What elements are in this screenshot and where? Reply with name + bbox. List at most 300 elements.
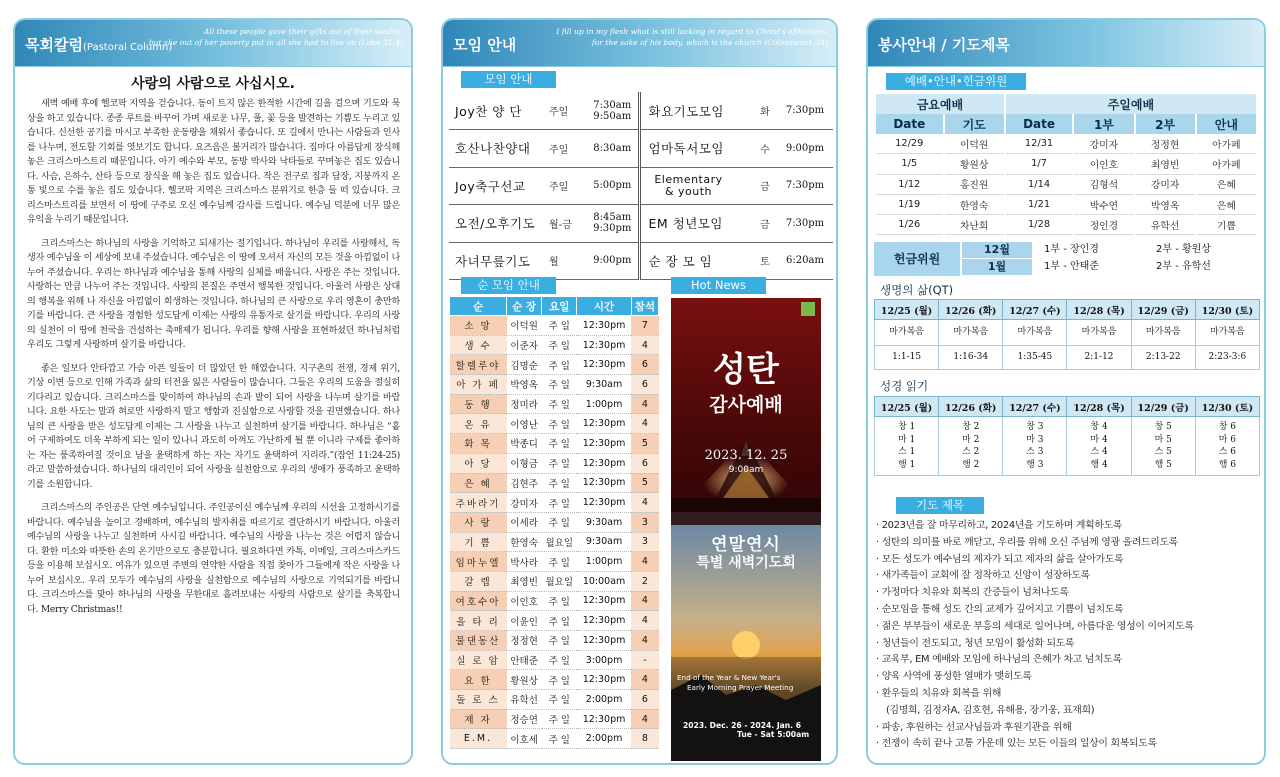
small-group-cell: 동 행 (450, 394, 507, 414)
meeting-time (587, 92, 639, 130)
meetings-header (443, 20, 836, 67)
pastoral-column-header (15, 20, 411, 67)
small-group-row (450, 394, 659, 414)
small-group-row (450, 532, 659, 552)
small-group-cell: 6 (631, 375, 658, 395)
small-group-cell: 돌 로 스 (450, 690, 507, 710)
reading-item: 행 6 (1218, 459, 1237, 470)
meeting-time-value: 9:00pm (593, 255, 632, 267)
day-header: 12/28 (목) (1067, 397, 1131, 417)
pastoral-column-panel (13, 18, 413, 765)
small-group-cell: 안태준 (507, 650, 542, 670)
service-cell: 정정현 (1136, 134, 1195, 154)
small-group-cell: 7 (631, 316, 658, 336)
small-group-cell: 임마누엘 (450, 552, 507, 572)
small-group-cell: 이준자 (507, 335, 542, 355)
header-verse: I fill up in my flesh what is still lacking in regard to Christ's afflictions, for the sake of his body, which is the church (Colossians1:24) (556, 27, 828, 47)
service-cell: 12/31 (1006, 134, 1073, 154)
reading-item: 마 6 (1218, 434, 1237, 445)
meeting-time-value: 9:00pm (785, 142, 825, 154)
meeting-time-value: 8:30am (593, 142, 632, 154)
poster-subtitle: 감사예배 (709, 394, 783, 416)
small-group-cell: 유학선 (507, 690, 542, 710)
small-group-cell: 박사라 (507, 552, 542, 572)
service-row (876, 195, 1256, 215)
service-cell: 1/12 (876, 175, 943, 195)
reading-item: 마 5 (1154, 434, 1172, 445)
service-cell: 12/29 (876, 134, 943, 154)
meeting-time-value: 7:30am (593, 99, 632, 111)
reading-table (874, 396, 1260, 476)
meeting-time-value: 9:30pm (593, 223, 632, 235)
qt-book: 마가복음 (1131, 320, 1195, 346)
service-panel (866, 18, 1266, 765)
small-group-cell: 6 (631, 355, 658, 375)
meeting-time (777, 205, 833, 243)
small-group-cell: 4 (631, 670, 658, 690)
small-group-cell: 올 타 리 (450, 611, 507, 631)
small-group-cell: 이영난 (507, 414, 542, 434)
service-title: 봉사안내 / 기도제목 (878, 36, 1010, 54)
day-header: 12/26 (화) (939, 397, 1003, 417)
small-group-cell: 주 일 (542, 453, 577, 473)
small-group-cell: 할렐루야 (450, 355, 507, 375)
meeting-day: 금 (753, 205, 777, 243)
small-group-cell: 화 목 (450, 434, 507, 454)
poster2-time: Tue - Sat 5:00am (737, 730, 810, 739)
service-cell: 1/19 (876, 195, 943, 215)
service-col-header: 기도 (945, 114, 1004, 134)
small-group-cell: 2 (631, 571, 658, 591)
small-group-cell: 은 혜 (450, 473, 507, 493)
small-group-cell: 3 (631, 512, 658, 532)
service-cell: 아가페 (1197, 134, 1256, 154)
small-group-cell: 갈 렙 (450, 571, 507, 591)
small-group-cell: 12:30pm (577, 316, 631, 336)
meeting-time-value: 7:30pm (785, 217, 825, 229)
service-col-header: 안내 (1197, 114, 1256, 134)
service-row (876, 215, 1256, 235)
soon-col-header: 참석 (631, 297, 658, 316)
small-group-cell: 2:00pm (577, 729, 631, 749)
small-group-cell: 사 랑 (450, 512, 507, 532)
reading-item: 행 3 (1026, 459, 1044, 470)
service-cell: 은혜 (1197, 175, 1256, 195)
small-group-cell: 9:30am (577, 375, 631, 395)
prayer-item: · 모든 성도가 예수님의 제자가 되고 제자의 삶을 살아가도록 (876, 552, 1262, 569)
service-col-header: Date (1006, 114, 1073, 134)
small-group-row (450, 631, 659, 651)
meeting-time (777, 92, 833, 130)
meeting-day: 월-금 (549, 205, 587, 243)
soon-col-header: 요일 (542, 297, 577, 316)
small-group-row (450, 434, 659, 454)
day-header: 12/28 (목) (1067, 300, 1131, 320)
reading-item: 마 3 (1026, 434, 1044, 445)
soon-col-header: 시간 (577, 297, 631, 316)
reading-cell (1131, 417, 1195, 476)
small-group-cell: 박종디 (507, 434, 542, 454)
meeting-name: 자녀무릎기도 (449, 242, 549, 280)
qt-verse: 2:1-12 (1067, 346, 1131, 370)
soon-col-header: 순 (450, 297, 507, 316)
prayer-item: · 양육 사역에 풍성한 열매가 맺히도록 (876, 669, 1262, 686)
meeting-row (449, 130, 833, 168)
offering-first: 1부 - 안태준 (1044, 261, 1099, 272)
small-group-row (450, 414, 659, 434)
qt-book: 마가복음 (939, 320, 1003, 346)
meeting-name: Joy찬 양 단 (449, 92, 549, 130)
qt-book: 마가복음 (1003, 320, 1067, 346)
service-cell: 1/21 (1006, 195, 1073, 215)
small-group-cell: 4 (631, 709, 658, 729)
small-group-cell: 10:00am (577, 571, 631, 591)
reading-item: 마 2 (962, 434, 980, 445)
small-group-cell: 월요일 (542, 532, 577, 552)
small-group-row (450, 571, 659, 591)
service-cell: 1/28 (1006, 215, 1073, 235)
small-group-cell: 주 일 (542, 690, 577, 710)
meeting-time (777, 167, 833, 205)
small-group-cell: 1:00pm (577, 552, 631, 572)
small-group-cell: 주바라기 (450, 493, 507, 513)
offering-label: 헌금위원 (874, 242, 960, 276)
prayer-item: · 새가족들이 교회에 잘 정착하고 신앙이 성장하도록 (876, 568, 1262, 585)
small-group-row (450, 611, 659, 631)
small-group-cell: 황원상 (507, 670, 542, 690)
small-group-cell: 강미자 (507, 493, 542, 513)
small-group-cell: 주 일 (542, 394, 577, 414)
small-group-row (450, 493, 659, 513)
reading-item: 스 1 (897, 447, 916, 457)
small-group-table (449, 296, 659, 749)
reading-cell (1067, 417, 1131, 476)
small-group-cell: 이윤인 (507, 611, 542, 631)
reading-item: 행 5 (1154, 459, 1172, 470)
small-group-cell: 3 (631, 532, 658, 552)
small-group-cell: 6 (631, 690, 658, 710)
small-group-cell: 박영옥 (507, 375, 542, 395)
offering-second: 2부 - 황원상 (1156, 244, 1211, 255)
reading-item: 창 2 (962, 422, 980, 432)
meeting-day: 주일 (549, 130, 587, 168)
meeting-time-value: 7:30pm (785, 105, 825, 116)
service-cell: 홍진원 (945, 175, 1004, 195)
service-label: 예배•안내•헌금위원 (886, 73, 1026, 90)
small-group-row (450, 335, 659, 355)
prayer-item: · 교육부, EM 예배와 모임에 하나님의 은혜가 차고 넘치도록 (876, 652, 1262, 669)
small-group-cell: 12:30pm (577, 709, 631, 729)
meeting-time (777, 242, 833, 280)
small-group-cell: 정정현 (507, 631, 542, 651)
small-group-cell: 최영빈 (507, 571, 542, 591)
service-cell: 강미자 (1074, 134, 1133, 154)
small-group-cell: 주 일 (542, 709, 577, 729)
small-group-row (450, 670, 659, 690)
small-group-cell: 온 유 (450, 414, 507, 434)
poster2-en1: End of the Year & New Year's (677, 673, 781, 682)
service-cell: 박영옥 (1136, 195, 1195, 215)
poster2-title: 연말연시 (711, 535, 781, 555)
small-group-cell: 아 가 페 (450, 375, 507, 395)
small-group-row (450, 552, 659, 572)
day-header: 12/25 (월) (875, 397, 939, 417)
small-group-cell: 12:30pm (577, 493, 631, 513)
qt-book: 마가복음 (875, 320, 939, 346)
meeting-time (587, 130, 639, 168)
reading-item: 스 5 (1154, 447, 1172, 457)
day-header: 12/26 (화) (939, 300, 1003, 320)
small-group-cell: 12:30pm (577, 591, 631, 611)
reading-item: 창 1 (897, 422, 916, 432)
qt-verse: 2:23-3:6 (1195, 346, 1259, 370)
small-group-cell: 주 일 (542, 493, 577, 513)
reading-item: 마 1 (897, 434, 916, 445)
reading-item: 스 2 (962, 447, 980, 457)
small-group-cell: 주 일 (542, 512, 577, 532)
soon-col-header: 순 장 (507, 297, 542, 316)
small-group-cell: 4 (631, 493, 658, 513)
service-cell: 정인경 (1074, 215, 1133, 235)
small-group-cell: 주 일 (542, 355, 577, 375)
reading-item: 스 4 (1090, 447, 1108, 457)
small-group-cell: 12:30pm (577, 434, 631, 454)
small-group-row (450, 316, 659, 336)
service-schedule-table (874, 94, 1258, 235)
sermon-paragraph: 크리스마스의 주인공은 단연 예수님입니다. 주인공이신 예수님께 우리의 시선을 고정하시기를 바랍니다. 예수님을 높이고 경배하며, 예수님의 발자취를 따르기로 결단하시기 바랍니다. 아울러 예수님의 사랑을 나누고 실천하며 사시길 바랍니다. 예수님의 사랑을 나누는 것은 어렵지 않습니다. 환한 미소와 따뜻한 손의 온기만으로도 충분합니다. 필요하다면 카톡, 이메일, 크리스마스카드 등을 이용해 보십시오. 여유가 있으면 주변의 연약한 사람을 직접 찾아가 그들에게 작은 사랑을 나누어 보십시오. 우리 모두가 예수님의 사랑을 실천함으로 예수님의 사랑으로 기억되기를 바랍니다. 크리스마스를 맞아 하나님의 사랑을 무한대로 흘려보내는 사랑의 사람으로 살기를 축복합니다. Merry Christmas!! (27, 503, 400, 615)
service-cell: 한영숙 (945, 195, 1004, 215)
small-group-cell: 12:30pm (577, 670, 631, 690)
small-group-cell: 5 (631, 473, 658, 493)
small-group-cell: 4 (631, 414, 658, 434)
reading-item: 스 6 (1218, 447, 1237, 457)
day-header: 12/30 (토) (1195, 397, 1259, 417)
reading-item: 행 1 (897, 459, 916, 470)
meeting-name-text: Elementary & youth (654, 172, 723, 198)
poster-title: 성탄 (713, 350, 779, 390)
service-cell: 황원상 (945, 154, 1004, 174)
reading-cell (875, 417, 939, 476)
meeting-time-value: 6:20am (786, 255, 824, 267)
service-cell: 아가페 (1197, 154, 1256, 174)
poster-date: 2023. 12. 25 (704, 448, 788, 463)
new-year-prayer-poster[interactable] (671, 525, 821, 761)
small-group-cell: 이인호 (507, 591, 542, 611)
header-verse: All these people gave their gifts out of their wealth; but she out of her poverty put in all she had to live on (Luke 21:4) (148, 27, 403, 47)
prayer-item: · 전쟁이 속히 끝나 고통 가운데 있는 모든 이들의 일상이 회복되도록 (876, 736, 1262, 753)
small-group-cell: 주 일 (542, 375, 577, 395)
meeting-time (587, 205, 639, 243)
soon-label: 순 모임 안내 (461, 277, 556, 294)
small-group-cell: 제 자 (450, 709, 507, 729)
small-group-cell: 주 일 (542, 729, 577, 749)
small-group-cell: 12:30pm (577, 631, 631, 651)
service-col-header: Date (876, 114, 943, 134)
meeting-time (587, 167, 639, 205)
small-group-cell: 주 일 (542, 335, 577, 355)
meeting-row (449, 92, 833, 130)
prayer-item: · 청년들이 전도되고, 청년 모임이 활성화 되도록 (876, 636, 1262, 653)
reading-item: 마 4 (1090, 434, 1108, 445)
day-header: 12/29 (금) (1131, 300, 1195, 320)
service-cell: 유학선 (1136, 215, 1195, 235)
service-col-header: 2부 (1136, 114, 1195, 134)
small-group-row (450, 512, 659, 532)
small-group-cell: 이형금 (507, 453, 542, 473)
reading-cell (1195, 417, 1259, 476)
reading-item: 스 3 (1026, 447, 1044, 457)
service-cell: 기쁨 (1197, 215, 1256, 235)
small-group-row (450, 690, 659, 710)
small-group-cell: 12:30pm (577, 473, 631, 493)
small-group-row (450, 453, 659, 473)
small-group-cell: 소 망 (450, 316, 507, 336)
small-group-cell: 12:30pm (577, 453, 631, 473)
qt-table (874, 299, 1260, 370)
service-col-header: 1부 (1074, 114, 1133, 134)
small-group-cell: 요 한 (450, 670, 507, 690)
meeting-day: 월 (549, 242, 587, 280)
small-group-row (450, 473, 659, 493)
small-group-cell: 여호수아 (450, 591, 507, 611)
meeting-name: 엄마독서모임 (639, 130, 753, 168)
reading-item: 행 4 (1090, 459, 1108, 470)
prayer-label: 기도 제목 (896, 497, 984, 514)
service-cell: 이덕원 (945, 134, 1004, 154)
day-header: 12/27 (수) (1003, 397, 1067, 417)
small-group-cell: 정미라 (507, 394, 542, 414)
meeting-day: 주일 (549, 92, 587, 130)
small-group-cell: 김현주 (507, 473, 542, 493)
small-group-cell: 한영숙 (507, 532, 542, 552)
sermon-title: 사랑의 사람으로 사십시오. (131, 76, 295, 92)
service-cell: 박수연 (1074, 195, 1133, 215)
meeting-time (587, 242, 639, 280)
reading-item: 창 6 (1218, 422, 1237, 432)
meeting-time-value: 7:30pm (785, 180, 825, 192)
small-group-cell: 주 일 (542, 434, 577, 454)
small-group-cell: 4 (631, 611, 658, 631)
reading-item: 행 2 (962, 459, 980, 470)
small-group-cell: - (631, 650, 658, 670)
meeting-name: 화요기도모임 (639, 92, 753, 130)
service-row (876, 134, 1256, 154)
hot-news-label: Hot News (671, 277, 766, 294)
meetings-panel (441, 18, 838, 765)
small-group-row (450, 355, 659, 375)
small-group-cell: 주 일 (542, 591, 577, 611)
meeting-name: EM 청년모임 (639, 205, 753, 243)
small-group-cell: 4 (631, 335, 658, 355)
sunday-service-header: 주일예배 (1006, 94, 1256, 114)
prayer-item: · 파송, 후원하는 선교사님들과 후원기관을 위해 (876, 720, 1262, 737)
christmas-service-poster[interactable] (671, 298, 821, 534)
meeting-time-value: 9:50am (593, 110, 632, 122)
service-cell: 1/14 (1006, 175, 1073, 195)
day-header: 12/25 (월) (875, 300, 939, 320)
qt-verse: 1:16-34 (939, 346, 1003, 370)
meeting-day: 금 (753, 167, 777, 205)
meeting-name: 오전/오후기도 (449, 205, 549, 243)
small-group-cell: 주 일 (542, 611, 577, 631)
meeting-name: 순 장 모 임 (639, 242, 753, 280)
small-group-cell: 주 일 (542, 631, 577, 651)
small-group-row (450, 709, 659, 729)
service-cell: 김형석 (1074, 175, 1133, 195)
small-group-cell: 주 일 (542, 414, 577, 434)
small-group-cell: 주 일 (542, 670, 577, 690)
small-group-row (450, 729, 659, 749)
meeting-name: 호산나찬양대 (449, 130, 549, 168)
sermon-paragraph: 새벽 예배 후에 헬코팍 지역을 걷습니다. 동이 트지 않은 한적한 시간에 길을 걸으며 기도와 묵상을 하고 있습니다. 종종 루트를 바꾸어 가며 새로운 나무, 풀, 꽃 등을 발견하는 기쁨도 누리고 있습니다. 신선한 공기를 마시고 부족한 운동량을 채워서 좋습니다. 또 길에서 만나는 사람들과 인사를 나누며, 전도할 기회를 엿보기도 합니다. 요즈음은 볼거리가 많습니다. 집마다 아름답게 장식해 놓은 크리스마스트리 때문입니다. 아기 예수와 부모, 동방 박사와 낙타들로 꾸며놓은 집도 있습니다. 사슴, 은하수, 산타 등으로 장식을 해 놓은 집도 있습니다. 작은 전구로 집과 담장, 지붕까지 온통 빛으로 수를 놓은 집도 있습니다. 헬코팍 지역은 크리스마스 분위기로 한층 들 떠 있습니다. 크리스마스트리를 보면서 이 땅에 구주로 오신 예수님께 감사를 드립니다. 예수님 덕분에 너무 많은 유익을 누리기 때문입니다. (27, 99, 400, 225)
offering-month: 1월 (962, 259, 1032, 275)
meetings-table (449, 92, 833, 280)
prayer-list (876, 518, 1262, 753)
small-group-row (450, 650, 659, 670)
reading-item: 창 4 (1090, 422, 1108, 432)
meeting-day: 토 (753, 242, 777, 280)
reading-item: 창 5 (1154, 422, 1172, 432)
prayer-item: · 순모임을 통해 성도 간의 교제가 깊어지고 기쁨이 넘치도록 (876, 602, 1262, 619)
meeting-time-value: 8:45am (593, 212, 632, 224)
service-cell: 차난희 (945, 215, 1004, 235)
sermon-paragraph: 크리스마스는 하나님의 사랑을 기억하고 되새기는 절기입니다. 하나님이 우리를 사랑해서, 독생자 예수님을 이 세상에 보내 주셨습니다. 예수님은 이 땅에 오셔서 자신의 모든 것을 아낌없이 나누어 주셨습니다. 우리는 하나님과 예수님을 통해 사랑의 실체를 배웁니다. 사랑은 주는 것입니다. 사랑하는 만큼 나누어 주는 것입니다. 사랑의 본질은 주면서 행복한 것입니다. 아울러 사랑은 상대의 행복을 위해 나 자신을 아낌없이 희생하는 것입니다. 하나님의 큰 사랑으로 우리 영혼이 충만하기를 바랍니다. 큰 사랑을 경험한 성도답게 이제는 사랑의 유통자로 살기를 바랍니다. 우리의 사랑의 실천이 이 땅에 천국을 건설하는 촉매제가 됩니다. 우리를 향해 사랑을 표현하셨던 하나님처럼 우리도 그렇게 사랑하며 살기를 바랍니다. (27, 238, 400, 350)
meeting-day: 주일 (549, 167, 587, 205)
service-cell: 최영빈 (1136, 154, 1195, 174)
sermon-paragraph: 좋은 일보다 안타깝고 가슴 아픈 일들이 더 많았던 한 해였습니다. 지구촌의 전쟁, 경제 위기, 기상 이변 등으로 인해 가족과 삶의 터전을 잃은 사람들이 많습니다. 그들은 우리의 도움을 절실히 기다리고 있습니다. 크리스마스를 맞이하여 하나님의 손과 발이 되어 사랑을 나누며 살기를 바랍니다. 요한 사도는 말과 혀로만 사랑하지 말고 행함과 진실함으로 사랑할 것을 권면했습니다. 하나님의 큰 사랑을 받은 성도답게 이제는 그 사랑을 나누고 실천하며 살기를 바랍니다. 하나님은 “흩어 구제하여도 더욱 부하게 되는 일이 있나니 과도히 아껴도 가난하게 될 뿐 이니라 구제를 좋아하는 자는 풍족하여질 것이요 남을 윤택하게 하는 자는 자기도 윤택하여 지리라.”(잠언 11:24-25) 라고 말씀하셨습니다. 하나님의 대리인이 되어 사랑을 실천함으로 우리의 생애가 풍족하고 윤택하기를 소원합니다. (27, 363, 400, 490)
small-group-cell: 김명순 (507, 355, 542, 375)
offering-first: 1부 - 장인경 (1044, 244, 1099, 255)
small-group-cell: 5 (631, 434, 658, 454)
poster2-subtitle: 특별 새벽기도회 (696, 555, 796, 571)
small-group-row (450, 375, 659, 395)
prayer-item: · 환우들의 치유와 회복을 위해 (876, 686, 1262, 703)
small-group-cell: 12:30pm (577, 611, 631, 631)
offering-second: 2부 - 유학선 (1156, 261, 1211, 272)
small-group-cell: 물댄동산 (450, 631, 507, 651)
reading-item: 창 3 (1026, 422, 1044, 432)
meeting-day: 수 (753, 130, 777, 168)
small-group-cell: 1:00pm (577, 394, 631, 414)
small-group-cell: 실 로 암 (450, 650, 507, 670)
meeting-name: Joy축구선교 (449, 167, 549, 205)
poster-time: 9:00am (728, 465, 764, 475)
day-header: 12/27 (수) (1003, 300, 1067, 320)
small-group-cell: 6 (631, 453, 658, 473)
meeting-time-value: 5:00pm (593, 180, 632, 192)
small-group-cell: 12:30pm (577, 355, 631, 375)
small-group-cell: 월요일 (542, 571, 577, 591)
reading-cell (1003, 417, 1067, 476)
reading-label: 성경 읽기 (880, 379, 929, 393)
small-group-cell: 4 (631, 552, 658, 572)
qt-book: 마가복음 (1195, 320, 1259, 346)
poster2-en2: Early Morning Prayer Meeting (687, 683, 794, 692)
small-group-cell: 기 쁨 (450, 532, 507, 552)
meeting-row (449, 242, 833, 280)
prayer-item: · 성탄의 의미를 바로 깨닫고, 우리를 위해 오신 주님께 영광 올려드리도록 (876, 535, 1262, 552)
small-group-cell: 이덕원 (507, 316, 542, 336)
service-cell: 1/5 (876, 154, 943, 174)
small-group-cell: 정승연 (507, 709, 542, 729)
prayer-item: · 가정마다 치유와 회복의 간증들이 넘쳐나도록 (876, 585, 1262, 602)
qt-verse: 1:35-45 (1003, 346, 1067, 370)
service-header (868, 20, 1264, 67)
meeting-row (449, 205, 833, 243)
offering-month: 12월 (962, 242, 1032, 258)
small-group-cell: 이세라 (507, 512, 542, 532)
friday-service-header: 금요예배 (876, 94, 1004, 114)
